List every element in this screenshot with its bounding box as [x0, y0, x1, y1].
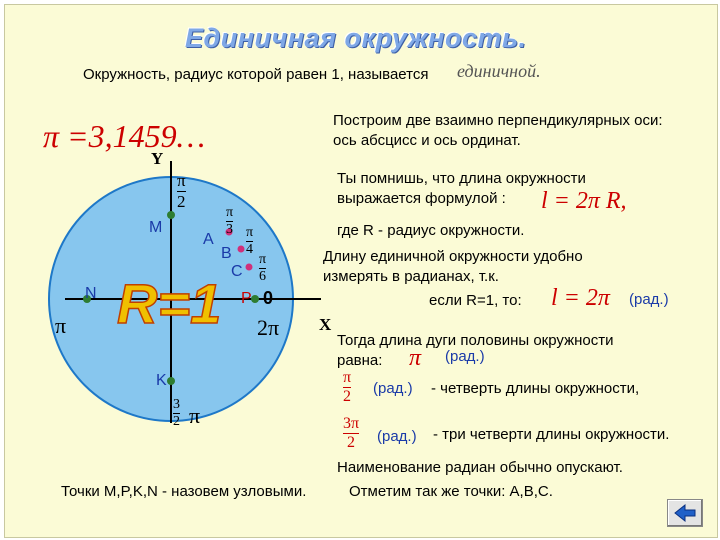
- label-m: M: [149, 219, 163, 236]
- half-arc-line: Тогда длина дуги половины окружности: [337, 332, 614, 349]
- pi-value: π =3,1459…: [43, 118, 206, 154]
- arrow-left-icon: [668, 500, 702, 526]
- angle-pi: π: [55, 313, 67, 338]
- definition-word: единичной.: [457, 61, 541, 81]
- label-c: C: [231, 263, 243, 280]
- point-c: [246, 264, 253, 271]
- nodal-note: Точки M,P,K,N - назовем узловыми.: [61, 483, 307, 500]
- radians-intro-line: Длину единичной окружности удобно: [323, 248, 583, 265]
- abc-note: Отметим так же точки: А,В,С.: [349, 483, 553, 500]
- if-r1-text: если R=1, то:: [429, 292, 522, 309]
- slide: [4, 4, 718, 538]
- page-title: Единичная окружность.: [185, 23, 527, 53]
- axes-intro-line: ось абсцисс и ось ординат.: [333, 132, 521, 149]
- radius-label: R=1: [117, 272, 222, 335]
- point-k: [167, 377, 175, 385]
- angle-two-pi: 2π: [257, 315, 280, 340]
- three-quarter-unit: (рад.): [377, 428, 417, 445]
- angle-pi-4: π 4: [246, 225, 254, 257]
- quarter-unit: (рад.): [373, 380, 413, 397]
- quarter-fraction: π 2: [343, 369, 352, 405]
- definition-text: Окружность, радиус которой равен 1, называется: [83, 66, 429, 83]
- point-b: [238, 246, 245, 253]
- label-k: K: [156, 372, 167, 389]
- angle-3pi-2-symbol: π: [189, 403, 201, 428]
- half-arc-line: равна:: [337, 352, 383, 369]
- angle-zero: 0: [263, 288, 274, 308]
- circumference-intro-line: Ты помнишь, что длина окружности: [337, 170, 586, 187]
- axis-x-label: X: [319, 315, 332, 334]
- quarter-text: - четверть длины окружности,: [431, 380, 640, 397]
- radians-intro: [323, 247, 583, 287]
- if-r1-formula: l = 2π: [551, 285, 610, 311]
- point-p: [251, 295, 259, 303]
- circumference-formula: l = 2π R,: [541, 188, 627, 214]
- axes-intro: [333, 111, 663, 151]
- angle-3pi-2: 3 2: [173, 397, 180, 429]
- point-m: [167, 211, 175, 219]
- label-n: N: [85, 285, 97, 302]
- half-arc-value: π: [409, 345, 422, 371]
- angle-pi-6: π 6: [259, 252, 267, 284]
- label-a: A: [203, 231, 214, 248]
- radians-intro-line: измерять в радианах, т.к.: [323, 268, 499, 285]
- axis-y-label: Y: [151, 149, 164, 168]
- radius-note: где R - радиус окружности.: [337, 222, 525, 239]
- axes-intro-line: Построим две взаимно перпендикулярных оси:: [333, 112, 663, 129]
- angle-pi-2: π 2: [177, 171, 186, 211]
- label-p: P: [241, 290, 252, 307]
- if-r1-unit: (рад.): [629, 291, 669, 308]
- half-arc-unit: (рад.): [445, 348, 485, 365]
- naming-note: Наименование радиан обычно опускают.: [337, 459, 623, 476]
- angle-pi-3: π 3: [226, 205, 234, 237]
- three-quarter-fraction: 3π 2: [343, 415, 360, 451]
- circumference-intro-line: выражается формулой :: [337, 190, 506, 207]
- label-b: B: [221, 245, 232, 262]
- three-quarter-text: - три четверти длины окружности.: [433, 426, 670, 443]
- previous-slide-button[interactable]: [667, 499, 703, 527]
